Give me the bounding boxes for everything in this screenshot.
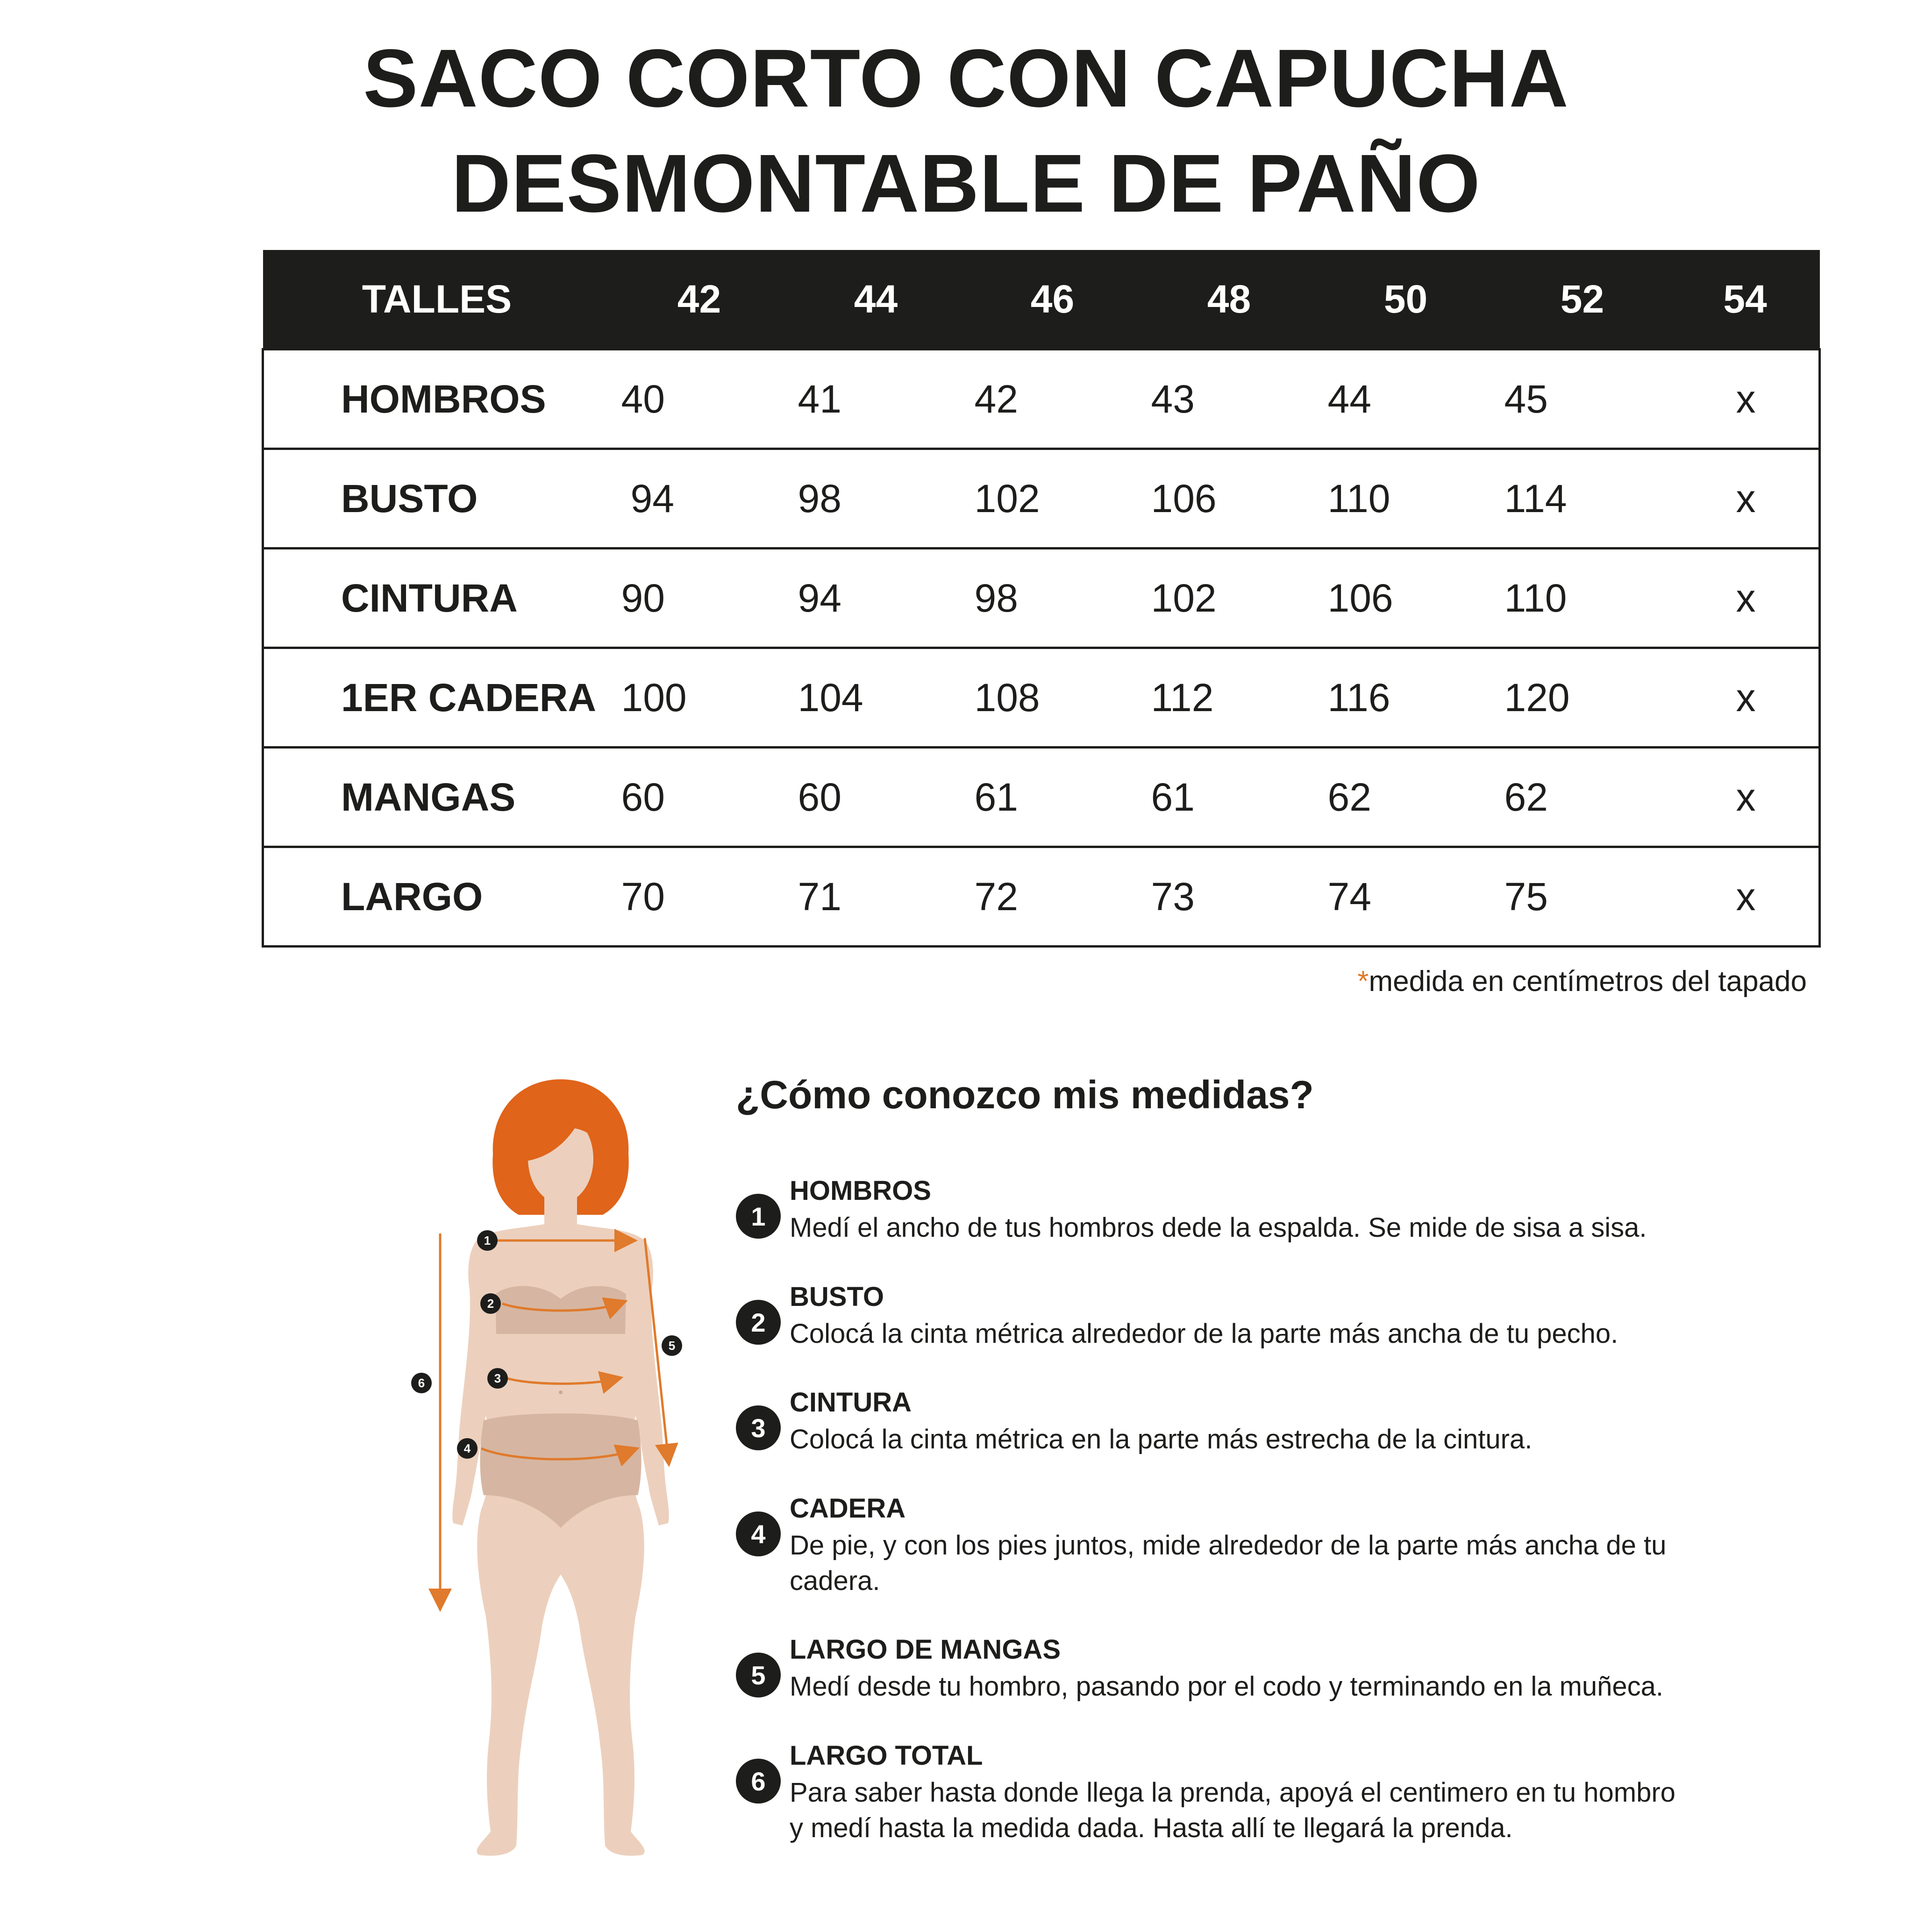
step-heading: CINTURA: [790, 1387, 912, 1418]
row-label: LARGO: [263, 847, 611, 947]
navel: [559, 1390, 563, 1394]
row-label: CINTURA: [263, 549, 611, 648]
header-cell-size: 46: [964, 250, 1141, 349]
page-title-line-2: DESMONTABLE DE PAÑO: [451, 138, 1481, 229]
table-cell: 106: [1318, 549, 1494, 648]
step-number-badge: 1: [736, 1194, 781, 1239]
header-cell-size: 44: [788, 250, 964, 349]
step-number-badge: 4: [736, 1511, 781, 1556]
header-cell-size: 54: [1671, 250, 1820, 349]
marker-label: 2: [487, 1297, 494, 1311]
table-cell: 42: [964, 349, 1141, 449]
step-description: Para saber hasta donde llega la prenda, apoyá el centimero en tu hombro y medí hasta la medida dada. Hasta allí te llegará la prenda.: [790, 1777, 1675, 1843]
marker-label: 3: [494, 1371, 501, 1385]
row-label: HOMBROS: [263, 349, 611, 449]
table-cell: x: [1671, 748, 1820, 847]
header-cell-size: 48: [1141, 250, 1318, 349]
size-table: [262, 250, 1821, 948]
step-heading: HOMBROS: [790, 1176, 931, 1206]
table-cell: 94: [611, 449, 788, 549]
table-cell: x: [1671, 449, 1820, 549]
marker-1: [477, 1230, 498, 1251]
table-cell: 102: [964, 449, 1141, 549]
table-cell: 100: [611, 648, 788, 748]
row-label: BUSTO: [263, 449, 611, 549]
table-cell: 70: [611, 847, 788, 947]
table-row: [263, 847, 1820, 947]
table-cell: 60: [611, 748, 788, 847]
step-number-badge: 2: [736, 1300, 781, 1345]
row-label: MANGAS: [263, 748, 611, 847]
table-cell: 61: [964, 748, 1141, 847]
step-description: Colocá la cinta métrica alrededor de la parte más ancha de tu pecho.: [790, 1319, 1618, 1349]
step-heading: BUSTO: [790, 1282, 884, 1312]
table-cell: 110: [1318, 449, 1494, 549]
table-row: [263, 549, 1820, 648]
marker-label: 1: [484, 1233, 491, 1248]
table-cell: 40: [611, 349, 788, 449]
table-cell: 60: [788, 748, 964, 847]
note-asterisk: *: [1357, 965, 1369, 998]
page-title-line-1: SACO CORTO CON CAPUCHA: [363, 33, 1569, 124]
table-cell: 110: [1494, 549, 1671, 648]
table-cell: x: [1671, 549, 1820, 648]
row-label: 1ER CADERA: [263, 648, 611, 748]
step-number-badge: 3: [736, 1405, 781, 1450]
table-cell: x: [1671, 349, 1820, 449]
table-cell: 90: [611, 549, 788, 648]
marker-6: [411, 1373, 432, 1393]
table-cell: 108: [964, 648, 1141, 748]
table-row: [263, 648, 1820, 748]
table-cell: x: [1671, 847, 1820, 947]
marker-label: 4: [463, 1441, 471, 1455]
table-cell: 114: [1494, 449, 1671, 549]
table-cell: 106: [1141, 449, 1318, 549]
table-cell: 62: [1494, 748, 1671, 847]
step-description: Medí el ancho de tus hombros dede la espalda. Se mide de sisa a sisa.: [790, 1212, 1647, 1243]
table-cell: 94: [788, 549, 964, 648]
header-cell-size: 52: [1494, 250, 1671, 349]
table-cell: 116: [1318, 648, 1494, 748]
howto-title: ¿Cómo conozco mis medidas?: [736, 1073, 1314, 1117]
step-description: De pie, y con los pies juntos, mide alrededor de la parte más ancha de tu cadera.: [790, 1530, 1667, 1596]
marker-5: [662, 1335, 682, 1356]
table-row: [263, 449, 1820, 549]
table-cell: 98: [964, 549, 1141, 648]
step-description: Colocá la cinta métrica en la parte más estrecha de la cintura.: [790, 1424, 1533, 1454]
marker-label: 6: [418, 1376, 425, 1390]
table-row: [263, 349, 1820, 449]
table-cell: 74: [1318, 847, 1494, 947]
marker-3: [487, 1368, 508, 1389]
table-cell: 98: [788, 449, 964, 549]
table-cell: 73: [1141, 847, 1318, 947]
table-cell: 120: [1494, 648, 1671, 748]
marker-2: [480, 1293, 501, 1314]
note-text: medida en centímetros del tapado: [1369, 965, 1807, 998]
table-cell: 71: [788, 847, 964, 947]
step-number-badge: 6: [736, 1759, 781, 1804]
size-table-header: [263, 250, 1820, 349]
table-cell: 72: [964, 847, 1141, 947]
header-cell-talles: TALLES: [263, 250, 611, 349]
measurement-note: [1357, 965, 1807, 998]
table-row: [263, 748, 1820, 847]
table-cell: 61: [1141, 748, 1318, 847]
step-heading: LARGO TOTAL: [790, 1740, 983, 1771]
step-description: Medí desde tu hombro, pasando por el codo y terminando en la muñeca.: [790, 1671, 1664, 1702]
header-cell-size: 42: [611, 250, 788, 349]
table-cell: 45: [1494, 349, 1671, 449]
table-cell: 41: [788, 349, 964, 449]
marker-4: [457, 1438, 478, 1459]
body-measurement-figure: [402, 1065, 720, 1869]
table-cell: 43: [1141, 349, 1318, 449]
marker-label: 5: [668, 1339, 676, 1353]
table-cell: 62: [1318, 748, 1494, 847]
table-cell: 102: [1141, 549, 1318, 648]
table-cell: 104: [788, 648, 964, 748]
step-heading: CADERA: [790, 1493, 906, 1524]
step-number-badge: 5: [736, 1653, 781, 1697]
table-cell: 44: [1318, 349, 1494, 449]
step-heading: LARGO DE MANGAS: [790, 1634, 1061, 1665]
header-cell-size: 50: [1318, 250, 1494, 349]
table-cell: 112: [1141, 648, 1318, 748]
table-cell: 75: [1494, 847, 1671, 947]
table-cell: x: [1671, 648, 1820, 748]
